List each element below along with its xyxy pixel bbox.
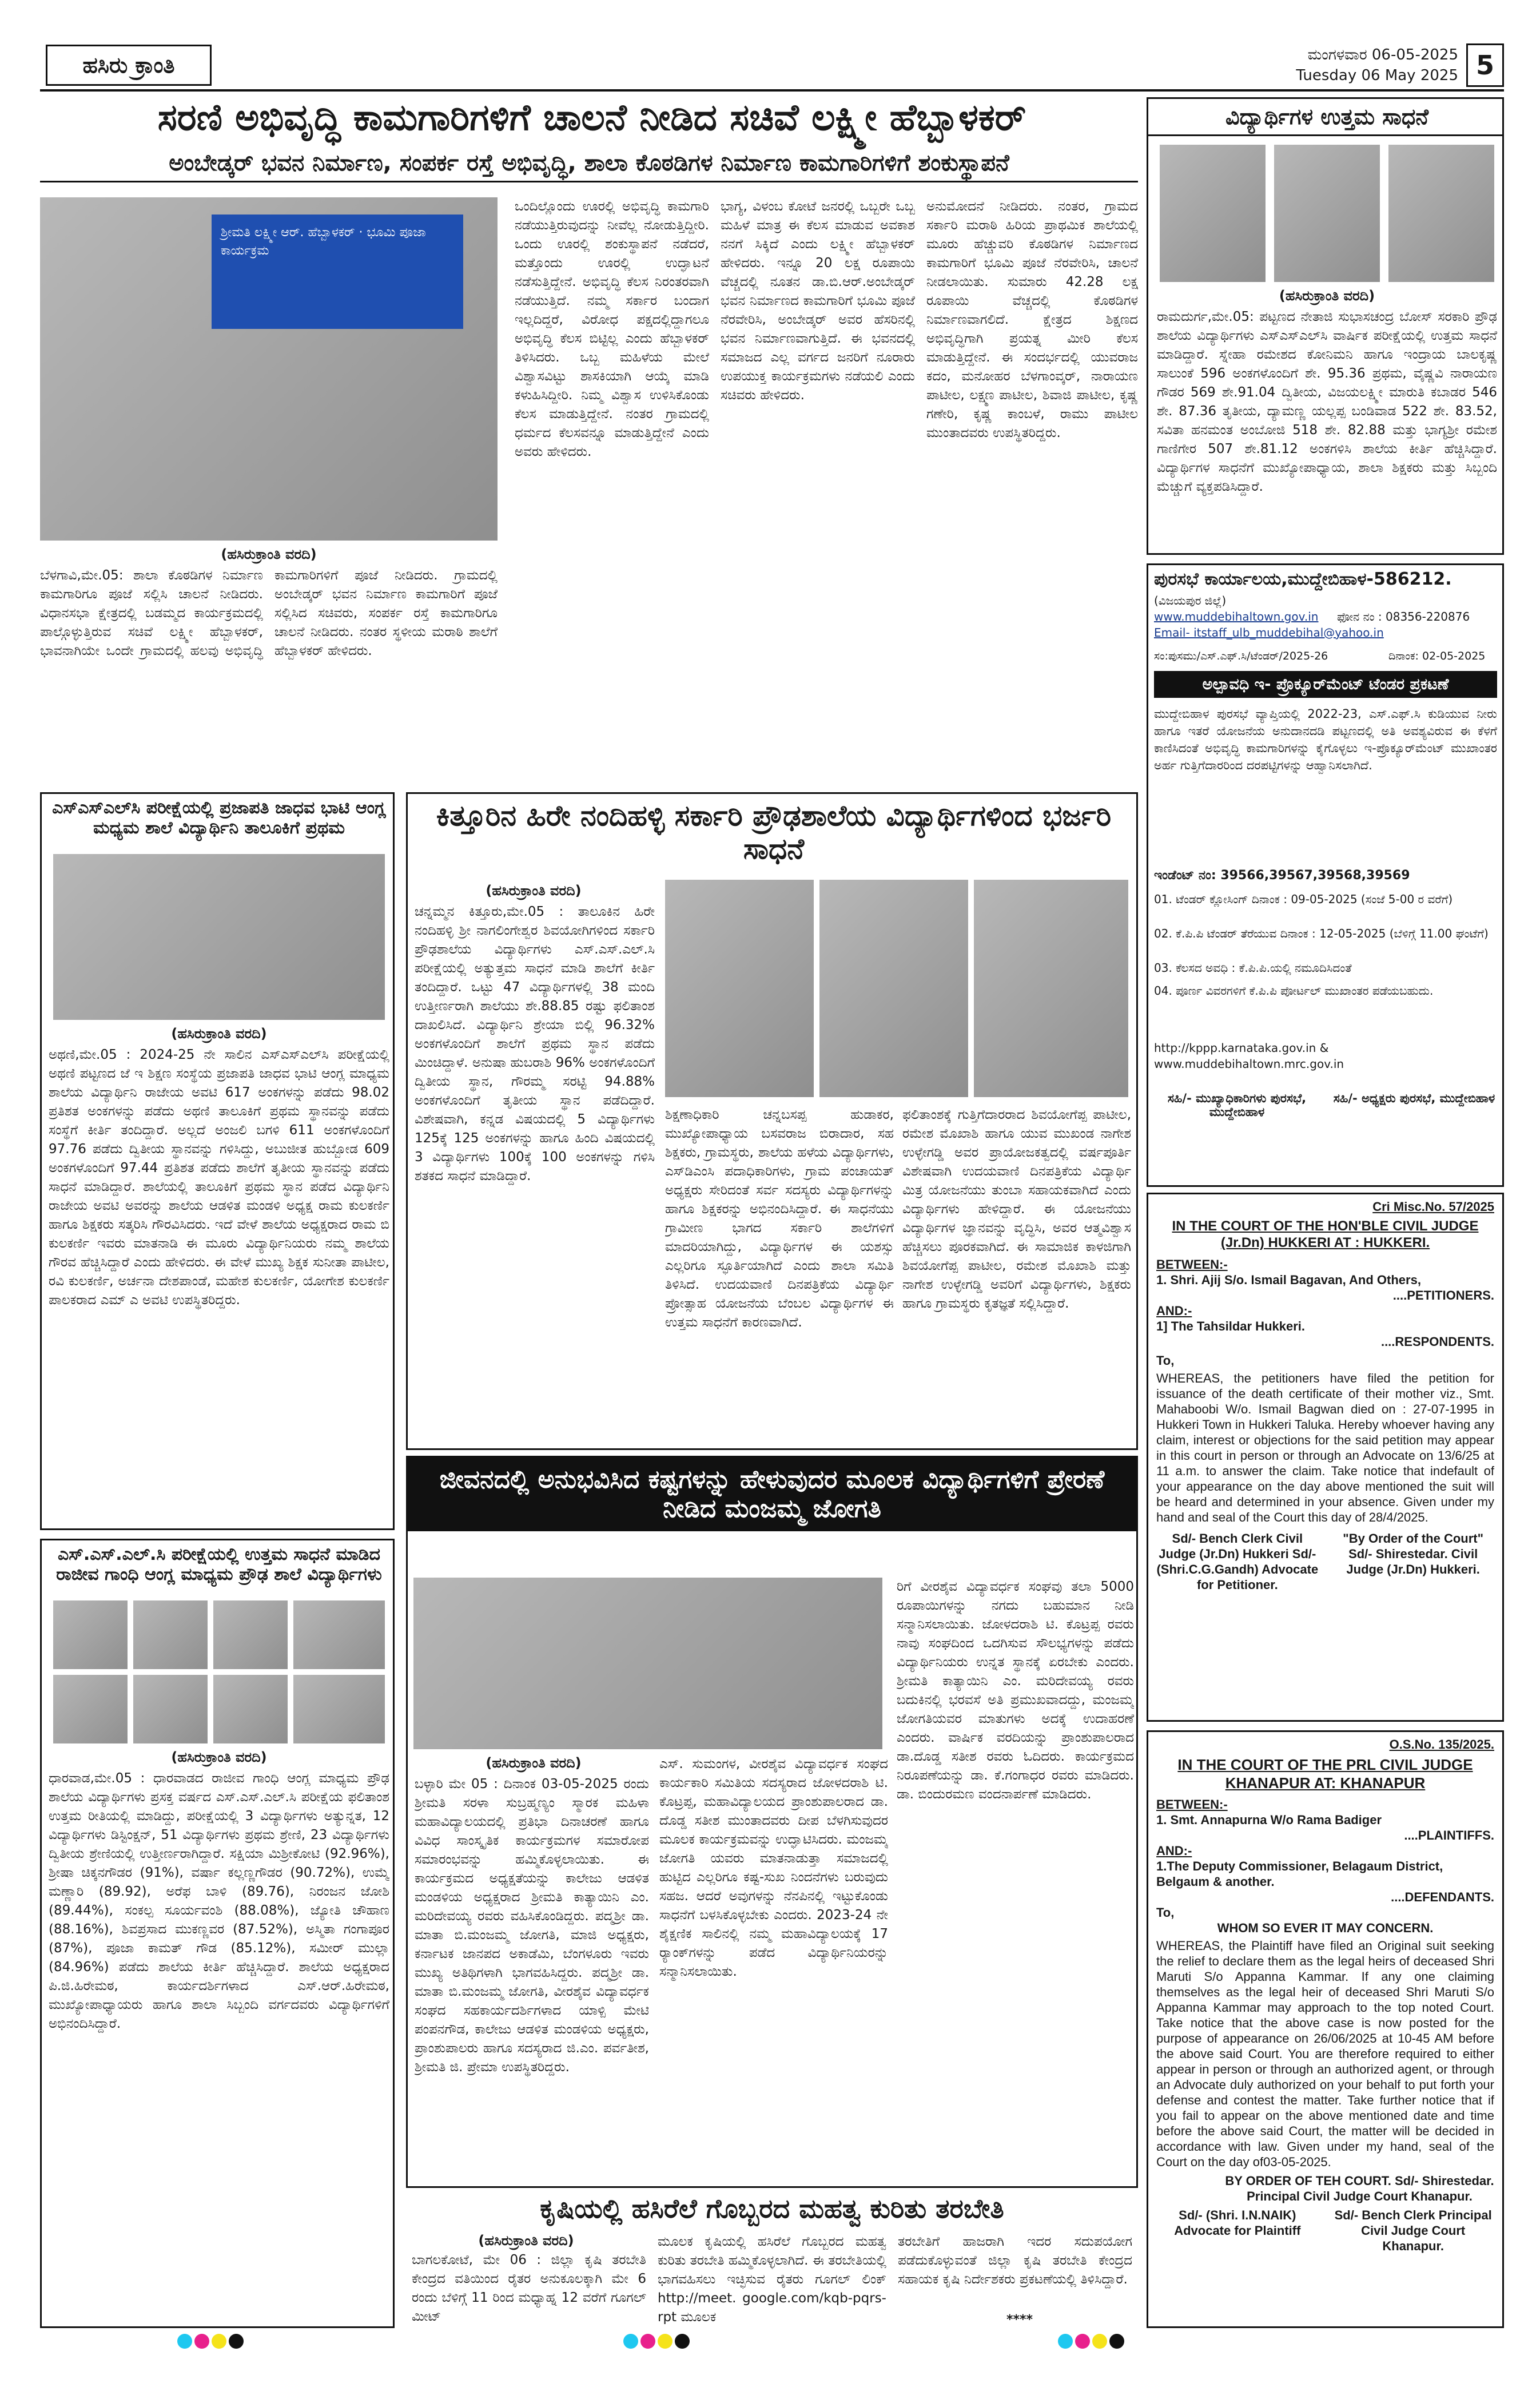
hukkeri-court: IN THE COURT OF THE HON'BLE CIVIL JUDGE (Jr.Dn) HUKKERI AT : HUKKERI. — [1172, 1218, 1479, 1250]
lead-col-4: ಅನುಮೋದನೆ ನೀಡಿದರು. ನಂತರ, ಗ್ರಾಮದ ಸರ್ಕಾರಿ ಮರಾಠಿ ಹಿರಿಯ ಪ್ರಾಥಮಿಕ ಶಾಲೆಯಲ್ಲಿ ಮೂರು ಹೆಚ್ಚುವರಿ ಕೊಠಡಿಗಳ ನಿರ್ಮಾಣದ ಕಾಮಗಾರಿಗೆ ಭೂಮಿ ಪೂಜೆ ನೆರವೇರಿಸಿ, ಚಾಲನೆ ನೀಡಲಾಯಿತು. ಸುಮಾರು 42.28 ಲಕ್ಷ ರೂಪಾಯಿ ವೆಚ್ಚದಲ್ಲಿ ಕೊಠಡಿಗಳ ನಿರ್ಮಾಣವಾಗಲಿದೆ. ಕ್ಷೇತ್ರದ ಶಿಕ್ಷಣದ ಅಭಿವೃದ್ಧಿಗಾಗಿ ಪ್ರಯತ್ನ ಮೀರಿ ಕೆಲಸ ಮಾಡುತ್ತಿದ್ದೇನೆ. ಈ ಸಂದರ್ಭದಲ್ಲಿ ಯುವರಾಜ ಕದಂ, ಮನೋಹರ ಬೆಳಗಾಂವ್ಕರ್, ನಾರಾಯಣ ಪಾಟೀಲ, ಲಕ್ಷ್ಮಣ ಪಾಟೀಲ, ಶಿವಾಜಿ ಪಾಟೀಲ, ಕೃಷ್ಣ ಗಣೇರಿ, ಕೃಷ್ಣ ಕಾಂಬಳೆ, ರಾಮು ಪಾಟೀಲ ಮುಂತಾದವರು ಉಪಸ್ಥಿತರಿದ್ದರು. — [926, 199, 1138, 440]
tender-notice — [1147, 563, 1504, 1187]
student-photo-1 — [1160, 145, 1266, 282]
kittur-col-1: ಚನ್ನಮ್ಮನ ಕಿತ್ತೂರು,ಮೇ.05 : ತಾಲೂಕಿನ ಹಿರೇ ನಂದಿಹಳ್ಳಿ ಶ್ರೀ ನಾಗಲಿಂಗೇಶ್ವರ ಶಿವಯೋಗಿಗಳಿಂದ ಸರ್ಕಾರಿ ಪ್ರೌಢಶಾಲೆಯ ವಿದ್ಯಾರ್ಥಿಗಳು ಎಸ್.ಎಸ್.ಎಲ್.ಸಿ ಪರೀಕ್ಷೆಯಲ್ಲಿ ಅತ್ಯುತ್ತಮ ಸಾಧನೆ ಮಾಡಿ ಶಾಲೆಗೆ ಕೀರ್ತಿ ತಂದಿದ್ದಾರೆ. ಒಟ್ಟು 47 ವಿದ್ಯಾರ್ಥಿಗಳಲ್ಲಿ 38 ಮಂದಿ ಉತ್ತೀರ್ಣರಾಗಿ ಶಾಲೆಯು ಶೇ.88.85 ರಷ್ಟು ಫಲಿತಾಂಶ ದಾಖಲಿಸಿದೆ. ವಿದ್ಯಾರ್ಥಿನಿ ಶ್ರೇಯಾ ಬಿಲ್ಲಿ 96.32% ಅಂಕಗಳೊಂದಿಗೆ ಶಾಲೆಗೆ ಪ್ರಥಮ ಸ್ಥಾನ ಪಡೆದು ಮಿಂಚಿದ್ದಾಳೆ. ಅನುಷಾ ಹುಬರಾಶಿ 96% ಅಂಕಗಳೊಂದಿಗೆ ದ್ವಿತೀಯ ಸ್ಥಾನ, ಗೌರಮ್ಮ ಸರಟ್ಟಿ 94.88% ಅಂಕಗಳೊಂದಿಗೆ ತೃತೀಯ ಸ್ಥಾನ ಪಡೆದಿದ್ದಾರೆ. ವಿಶೇಷವಾಗಿ, ಕನ್ನಡ ವಿಷಯದಲ್ಲಿ 5 ವಿದ್ಯಾರ್ಥಿಗಳು 125ಕ್ಕೆ 125 ಅಂಕಗಳನ್ನು ಹಾಗೂ ಹಿಂದಿ ವಿಷಯದಲ್ಲಿ 3 ವಿದ್ಯಾರ್ಥಿಗಳು 100ಕ್ಕೆ 100 ಅಂಕಗಳನ್ನು ಗಳಿಸಿ ಶತಕದ ಸಾಧನೆ ಮಾಡಿದ್ದಾರೆ. — [415, 904, 655, 1183]
jadhav-photo — [53, 854, 385, 1020]
reg-mark-yellow-2 — [658, 2334, 672, 2349]
khanapur-sig-left: Sd/- (Shri. I.N.NAIK) Advocate for Plaintiff — [1174, 2208, 1301, 2238]
masthead — [40, 40, 1504, 92]
tender-item-3: 03. ಕೆಲಸದ ಅವಧಿ : ಕೆ.ಪಿ.ಪಿ.ಯಲ್ಲಿ ನಮೂದಿಸಿದಂತೆ — [1154, 961, 1352, 975]
rajiv-photo-5 — [53, 1675, 128, 1743]
jadhav-body: ಅಥಣಿ,ಮೇ.05 : 2024-25 ನೇ ಸಾಲಿನ ಎಸ್‌ಎಸ್‌ಎಲ್‌ಸಿ ಪರೀಕ್ಷೆಯಲ್ಲಿ ಅಥಣಿ ಪಟ್ಟಣದ ಜೆ ಇ ಶಿಕ್ಷಣ ಸಂಸ್ಥೆಯ ಪ್ರಜಾಪತಿ ಜಾಧವ ಭಾಟಿ ಆಂಗ್ಲ ಮಾಧ್ಯಮ ಶಾಲೆಯ ವಿದ್ಯಾರ್ಥಿನಿ ರಾಜೇಯ ಅವಟಿ 617 ಅಂಕಗಳನ್ನು ಪಡೆದು 98.02 ಪ್ರತಿಶತ ಅಂಕಗಳನ್ನು ಪಡೆದು ಅಥಣಿ ತಾಲೂಕಿಗೆ ಪ್ರಥಮ ಸ್ಥಾನವನ್ನು ಪಡೆದು ಸಂಸ್ಥೆಗೆ ಕೀರ್ತಿ ತಂದಿದ್ದಾರೆ. ಅಲ್ಲದೆ ಅಂಜಲಿ ಬಗಳಿ 611 ಅಂಕಗಳೊಂದಿಗೆ 97.76 ಪಡೆದು ದ್ವಿತೀಯ ಸ್ಥಾನವನ್ನು ಗಳಿಸಿದ್ದು, ಅಬುಜೀತ ಹುಬ್ಬೋಡ 609 ಅಂಕಗಳೊಂದಿಗೆ 97.44 ಪ್ರತಿಶತ ಪಡೆದು ಶಾಲೆಗೆ ತೃತೀಯ ಸ್ಥಾನವನ್ನು ಪಡೆದು ಸಾಧನೆ ಮಾಡಿದ್ದಾರೆ. ಶಾಲೆಯಲ್ಲಿ ತಾಲೂಕಿಗೆ ಪ್ರಥಮ ಸ್ಥಾನ ಪಡೆದ ವಿದ್ಯಾರ್ಥಿನಿ ರಾಜೇಯ ಅವಟಿ ಅವರನ್ನು ಶಾಲೆಯ ಆಡಳಿತ ಮಂಡಳಿ ಅಧ್ಯಕ್ಷ ರಾಮ ಕುಲಕರ್ಣಿ ಹಾಗೂ ಶಿಕ್ಷಕರು ಸತ್ಕರಿಸಿ ಗೌರವಿಸಿದರು. ಇದೆ ವೇಳೆ ಶಾಲೆಯ ಅಧ್ಯಕ್ಷರಾದ ರಾಮ ಬಿ ಕುಲಕರ್ಣಿ ಇವರು ಮಾತನಾಡಿ ಈ ಮೂರು ವಿದ್ಯಾರ್ಥಿನಿಯರು ನಮ್ಮ ಶಾಲೆಯ ಗೌರವ ಹೆಚ್ಚಿಸಿದ್ದಾರೆ ಎಂದು ಹೇಳಿದರು. ಈ ವೇಳೆ ಮುಖ್ಯ ಶಿಕ್ಷಕ ಸುನೀತಾ ಪಾಟೀಲ, ರವಿ ಕುಲಕರ್ಣಿ, ಅರ್ಚನಾ ದೇಶಪಾಂಡೆ, ಮಹೇಶ ಕುಲಕರ್ಣಿ, ಯೋಗೇಶ ಕುಲಕರ್ಣಿ ಪಾಲಕರಾದ ಎಮ್ ಎ ಅವಟಿ ಉಪಸ್ಥಿತರಿದ್ದರು. — [49, 1047, 389, 1308]
tender-office: ಪುರಸಭೆ ಕಾರ್ಯಾಲಯ,ಮುದ್ದೇಬಿಹಾಳ-586212. — [1154, 569, 1452, 589]
reg-mark-black-3 — [1109, 2334, 1124, 2349]
hukkeri-resp-tag: ....RESPONDENTS. — [1380, 1335, 1494, 1349]
krishi-story — [406, 2194, 1138, 2328]
manjamma-photo — [413, 1578, 882, 1749]
tender-indent: ಇಂಡೆಂಟ್ ನಂ: 39566,39567,39568,39569 — [1154, 868, 1410, 883]
rajiv-photo-2 — [133, 1600, 208, 1669]
hukkeri-and: AND:- — [1156, 1304, 1192, 1318]
rajiv-photo-1 — [53, 1600, 128, 1669]
kittur-byline: (ಹಸಿರುಕ್ರಾಂತಿ ವರದಿ) — [486, 883, 582, 899]
kittur-photo-1 — [665, 880, 814, 1097]
rajiv-headline: ಎಸ್.ಎಸ್.ಎಲ್.ಸಿ ಪರೀಕ್ಷೆಯಲ್ಲಿ ಉತ್ತಮ ಸಾಧನೆ ಮಾಡಿದ ರಾಜೀವ ಗಾಂಧಿ ಆಂಗ್ಲ ಮಾಧ್ಯಮ ಪ್ರೌಢ ಶಾಲೆ ವಿದ್ಯಾರ್ಥಿಗಳು — [56, 1544, 382, 1584]
jadhav-headline: ಎಸ್‌ಎಸ್‌ಎಲ್‌ಸಿ ಪರೀಕ್ಷೆಯಲ್ಲಿ ಪ್ರಜಾಪತಿ ಜಾಧವ ಭಾಟಿ ಆಂಗ್ಲ ಮಧ್ಯಮ ಶಾಲೆ ವಿದ್ಯಾರ್ಥಿನಿ ತಾಲೂಕಿಗೆ ಪ್ರಥಮ — [52, 798, 386, 838]
hukkeri-body: WHEREAS, the petitioners have filed the petition for issuance of the death certificate of their mother viz., Smt. Mahaboobi W/o. Ismail Bagwan died on : 27-07-1995 in Hukkeri Town in Hukkeri Taluka. Hereby whoever having any claim, interest or objections for the said petition may appear in this court in person or through an Advocate on 13/6/25 at 11 a.m. to answer the claim. Take notice that indefault of your appearance on the day above mentioned the suit will be heard and determined in your absence. Given under my hand and seal of the Court this day of 28/4/2025. — [1156, 1371, 1494, 1524]
rajiv-photo-6 — [133, 1675, 208, 1743]
reg-mark-cyan — [177, 2334, 192, 2349]
khanapur-whom: WHOM SO EVER IT MAY CONCERN. — [1217, 1921, 1434, 1935]
hukkeri-sig-left: Sd/- Bench Clerk Civil Judge (Jr.Dn) Hukkeri Sd/- (Shri.C.G.Gandh) Advocate for Petitioner. — [1156, 1531, 1319, 1592]
tender-sig-right: ಸಹಿ/- ಅಧ್ಯಕ್ಷರು ಪುರಸಭೆ, ಮುದ್ದೇಬಿಹಾಳ — [1333, 1091, 1495, 1105]
hukkeri-between: BETWEEN:- — [1156, 1257, 1228, 1272]
student-photo-3 — [1388, 145, 1494, 282]
hukkeri-sig-right: "By Order of the Court" Sd/- Shirestedar. Civil Judge (Jr.Dn) Hukkeri. — [1343, 1531, 1484, 1576]
krishi-headline: ಕೃಷಿಯಲ್ಲಿ ಹಸಿರೆಲೆ ಗೊಬ್ಬರದ ಮಹತ್ವ ಕುರಿತು ತರಬೇತಿ — [540, 2194, 1004, 2224]
tender-district: (ವಿಜಯಪುರ ಜಿಲ್ಲೆ) — [1154, 594, 1227, 607]
khanapur-order: BY ORDER OF TEH COURT. Sd/- Shirestedar. Principal Civil Judge Court Khanapur. — [1225, 2174, 1494, 2203]
tender-sig-left: ಸಹಿ/- ಮುಖ್ಯಾಧಿಕಾರಿಗಳು ಪುರಸಭೆ, ಮುದ್ದೇಬಿಹಾಳ — [1167, 1091, 1307, 1119]
lead-headline: ಸರಣಿ ಅಭಿವೃದ್ಧಿ ಕಾಮಗಾರಿಗಳಿಗೆ ಚಾಲನೆ ನೀಡಿದ ಸಚಿವೆ ಲಕ್ಷ್ಮೀ ಹೆಬ್ಬಾಳಕರ್ — [157, 97, 1026, 139]
krishi-end-mark: **** — [1006, 2313, 1033, 2327]
hukkeri-to: To, — [1156, 1353, 1175, 1368]
students-byline: (ಹಸಿರುಕ್ರಾಂತಿ ವರದಿ) — [1279, 288, 1375, 304]
krishi-col-1: ಬಾಗಲಕೋಟೆ, ಮೇ 06 : ಜಿಲ್ಲಾ ಕೃಷಿ ತರಬೇತಿ ಕೇಂದ್ರದ ವತಿಯಿಂದ ರೈತರ ಅನುಕೂಲಕ್ಕಾಗಿ ಮೇ 6 ರಂದು ಬೆಳಿಗ್ಗೆ 11 ರಿಂದ ಮಧ್ಯಾಹ್ನ 12 ವರೆಗೆ ಗೂಗಲ್ ಮೀಟ್ — [412, 2253, 646, 2324]
lead-subhead: ಅಂಬೇಡ್ಕರ್ ಭವನ ನಿರ್ಮಾಣ, ಸಂಪರ್ಕ ರಸ್ತೆ ಅಭಿವೃದ್ಧಿ, ಶಾಲಾ ಕೊಠಡಿಗಳ ನಿರ್ಮಾಣ ಕಾಮಗಾರಿಗಳಿಗೆ ಶಂಕುಸ್ಥಾಪನೆ — [40, 150, 1138, 182]
lead-story — [40, 97, 1138, 784]
reg-mark-cyan-3 — [1058, 2334, 1073, 2349]
rajiv-byline: (ಹಸಿರುಕ್ರಾಂತಿ ವರದಿ) — [171, 1749, 267, 1765]
khanapur-to: To, — [1156, 1905, 1175, 1920]
newspaper-page — [40, 40, 1504, 2345]
lead-banner: ಶ್ರೀಮತಿ ಲಕ್ಷ್ಮೀ ಆರ್. ಹೆಬ್ಬಾಳಕರ್ · ಭೂಮಿ ಪೂಜಾ ಕಾರ್ಯಕ್ರಮ — [212, 215, 463, 329]
tender-item-2: 02. ಕೆ.ಪಿ.ಪಿ ಟೆಂಡರ್ ತೆರೆಯುವ ದಿನಾಂಕ : 12-05-2025 (ಬೆಳಿಗ್ಗೆ 11.00 ಘಂಟೆಗೆ) — [1154, 927, 1489, 940]
reg-mark-magenta-3 — [1075, 2334, 1090, 2349]
date-kannada: ಮಂಗಳವಾರ 06-05-2025 — [1307, 46, 1458, 63]
rajiv-photo-3 — [213, 1600, 288, 1669]
rajiv-photo-7 — [213, 1675, 288, 1743]
kittur-col-3: ಫಲಿತಾಂಶಕ್ಕೆ ಗುತ್ತಿಗೆದಾರರಾದ ಶಿವಯೋಗೆಪ್ಪ ಪಾಟೀಲ, ರಮೇಶ ಮೊಖಾಶಿ ಹಾಗೂ ಯುವ ಮುಖಂಡ ನಾಗೇಶ ಉಳ್ಳೇಗಡ್ಡಿ ಅವರ ಪ್ರಾಯೋಜಕತ್ವದಲ್ಲಿ ವರ್ಷಪೂರ್ತಿ ವಿಶೇಷವಾಗಿ ಉದಯವಾಣಿ ದಿನಪತ್ರಿಕೆಯ ವಿದ್ಯಾರ್ಥಿ ಮಿತ್ರ ಯೋಜನೆಯು ತುಂಬಾ ಸಹಾಯಕವಾಗಿದೆ ಎಂದು ವಿದ್ಯಾರ್ಥಿಗಳು ಹೇಳಿದ್ದಾರೆ. ಈ ಯೋಜನೆಯು ವಿದ್ಯಾರ್ಥಿಗಳ ಜ್ಞಾನವನ್ನು ವೃದ್ಧಿಸಿ, ಅವರ ಆತ್ಮವಿಶ್ವಾಸ ಹೆಚ್ಚಿಸಲು ಪೂರಕವಾಗಿದೆ. ಈ ಸಾಮಾಜಿಕ ಕಾಳಜಿಗಾಗಿ ಶಿವಯೋಗೆಪ್ಪ ಪಾಟೀಲ, ರಮೇಶ ಮೊಖಾಶಿ ಮತ್ತು ನಾಗೇಶ ಉಳ್ಳೇಗಡ್ಡಿ ಅವರಿಗೆ ವಿದ್ಯಾರ್ಥಿಗಳು, ಶಿಕ್ಷಕರು ಹಾಗೂ ಗ್ರಾಮಸ್ಥರು ಕೃತಜ್ಞತೆ ಸಲ್ಲಿಸಿದ್ದಾರೆ. — [902, 1107, 1131, 1311]
khanapur-misc: O.S.No. 135/2025. — [1389, 1737, 1494, 1751]
students-title: ವಿದ್ಯಾರ್ಥಿಗಳ ಉತ್ತಮ ಸಾಧನೆ — [1148, 105, 1504, 136]
tender-title: ಅಲ್ಪಾವಧಿ ಇ- ಪ್ರೊಕ್ಯೂರ್‌ಮೆಂಟ್ ಟೆಂಡರ ಪ್ರಕಟಣೆ — [1154, 671, 1497, 698]
manjamma-col-2: ಎಸ್. ಸುಮಂಗಳ, ವೀರಶೈವ ವಿದ್ಯಾವರ್ಧಕ ಸಂಘದ ಕಾರ್ಯಕಾರಿ ಸಮಿತಿಯ ಸದಸ್ಯರಾದ ಜೋಳದರಾಶಿ ಟಿ. ಕೊಟ್ರಪ್ಪ, ಮಹಾವಿದ್ಯಾಲಯದ ಪ್ರಾಂಶುಪಾಲರಾದ ಡಾ. ದೊಡ್ಡ ಸತೀಶ ಮುಂತಾದವರು ದೀಪ ಬೆಳಗಿಸುವುದರ ಮೂಲಕ ಕಾರ್ಯಕ್ರಮವನ್ನು ಉದ್ಘಾಟಿಸಿದರು. ಮಂಜಮ್ಮ ಜೋಗತಿ ಯವರು ಮಾತನಾಡುತ್ತಾ ಸಮಾಜದಲ್ಲಿ ಹುಟ್ಟಿದ ಎಲ್ಲರಿಗೂ ಕಷ್ಟ-ಸುಖ ನಿಂದನೆಗಳು ಬರುವುದು ಸಹಜ. ಆದರೆ ಅವುಗಳನ್ನು ನೆನಪಿನಲ್ಲಿ ಇಟ್ಟುಕೊಂಡು ಸಾಧನೆಗೆ ಬಳಸಿಕೊಳ್ಳಬೇಕು ಎಂದರು. 2023-24 ನೇ ಶೈಕ್ಷಣಿಕ ಸಾಲಿನಲ್ಲಿ ನಮ್ಮ ಮಹಾವಿದ್ಯಾಲಯಕ್ಕೆ 17 ರ್‍ಯಾಂಕ್‌ಗಳನ್ನು ಪಡೆದ ವಿದ್ಯಾರ್ಥಿನಿಯರನ್ನು ಸನ್ಮಾನಿಸಲಾಯಿತು. — [659, 1757, 888, 1979]
court-notice-khanapur — [1147, 1730, 1504, 2328]
rajiv-body: ಧಾರವಾಡ,ಮೇ.05 : ಧಾರವಾಡದ ರಾಜೀವ ಗಾಂಧಿ ಆಂಗ್ಲ ಮಾಧ್ಯಮ ಪ್ರೌಢ ಶಾಲೆಯ ವಿದ್ಯಾರ್ಥಿಗಳು ಪ್ರಸಕ್ತ ವರ್ಷದ ಎಸ್.ಎಸ್.ಎಲ್.ಸಿ ಪರೀಕ್ಷೆಯ ಫಲಿತಾಂಶ ಉತ್ತಮ ರೀತಿಯಲ್ಲಿ ಮಾಡಿದ್ದು, ಪರೀಕ್ಷೆಯಲ್ಲಿ 3 ವಿದ್ಯಾರ್ಥಿಗಳು ಅತ್ಯುನ್ನತ, 12 ವಿದ್ಯಾರ್ಥಿಗಳು ಡಿಸ್ಟಿಂಕ್ಷನ್, 51 ವಿದ್ಯಾರ್ಥಿಗಳು ಪ್ರಥಮ ಶ್ರೇಣಿ, 23 ವಿದ್ಯಾರ್ಥಿಗಳು ದ್ವಿತೀಯ ಶ್ರೇಣಿಯಲ್ಲಿ ಉತ್ತೀರ್ಣರಾಗಿದ್ದಾರೆ. ಸಕ್ಷಿಯಾ ಮಿಶ್ರೀಕೋಟಿ (92.96%), ಶ್ರೀಷಾ ಚಿಕ್ಕನಗೌಡರ (91%), ವರ್ಷಾ ಕಲ್ಲಣ್ಣಗೌಡರ (90.72%), ಉಮ್ಮೆ ಮಣ್ಣಾರಿ (89.92), ಅರೆಫ ಬಾಳಿ (89.76), ನಿರಂಜನ ಜೋಶಿ (89.44%), ಸಂಕಲ್ಪ ಸೂರ್ಯವಂಶಿ (88.08%), ಜ್ಯೋತಿ ಚೌಹಾಣ (88.16%), ಶಿವಪ್ರಸಾದ ಮುಕಣ್ಣವರ (87.52%), ಅಸ್ಮಿತಾ ಗಂಗಾಪೂರ (87%), ಪೂಜಾ ಕಾಮತ್ ಗೌಡ (85.12%), ಸಮೀರ್ ಮುಲ್ಲಾ (84.96%) ಪಡೆದು ಶಾಲೆಯ ಕೀರ್ತಿ ಹೆಚ್ಚಿಸಿದ್ದಾರೆ. ಶಾಲೆಯ ಅಧ್ಯಕ್ಷರಾದ ಪಿ.ಜಿ.ಹಿರೇಮಠ, ಕಾರ್ಯದರ್ಶಿಗಳಾದ ಎಸ್.ಆರ್.ಹಿರೇಮಠ, ಮುಖ್ಯೋಪಾಧ್ಯಾಯರು ಹಾಗೂ ಶಾಲಾ ಸಿಬ್ಬಂದಿ ವರ್ಗದವರು ವಿದ್ಯಾರ್ಥಿಗಳಿಗೆ ಅಭಿನಂದಿಸಿದ್ದಾರೆ. — [49, 1771, 389, 2031]
tender-email: Email- itstaff_ulb_muddebihal@yahoo.in — [1154, 626, 1384, 640]
khanapur-and: AND:- — [1156, 1844, 1192, 1858]
tender-ref: ಸಂ:ಪುಸಮು/ಎಸ್.ಎಫ್.ಸಿ/ಟೆಂಡರ್/2025-26 — [1154, 650, 1328, 662]
tender-phone: ಫೋನ ನಂ : 08356-220876 — [1337, 610, 1470, 623]
reg-mark-yellow — [212, 2334, 226, 2349]
khanapur-def-tag: ....DEFENDANTS. — [1391, 1890, 1494, 1904]
page-number: 5 — [1466, 43, 1504, 87]
hukkeri-misc: Cri Misc.No. 57/2025 — [1372, 1200, 1494, 1214]
kittur-headline: ಕಿತ್ತೂರಿನ ಹಿರೇ ನಂದಿಹಳ್ಳಿ ಸರ್ಕಾರಿ ಪ್ರೌಢಶಾಲೆಯ ವಿದ್ಯಾರ್ಥಿಗಳಿಂದ ಭರ್ಜರಿ ಸಾಧನೆ — [436, 799, 1112, 865]
manjamma-col-1: ಬಳ್ಳಾರಿ ಮೇ 05 : ದಿನಾಂಕ 03-05-2025 ರಂದು ಶ್ರೀಮತಿ ಸರಳಾ ಸುಬ್ರಹ್ಮಣ್ಯಂ ಸ್ಮಾರಕ ಮಹಿಳಾ ಮಹಾವಿದ್ಯಾಲಯದಲ್ಲಿ ಪ್ರತಿಭಾ ದಿನಾಚರಣೆ ಹಾಗೂ ವಿವಿಧ ಸಾಂಸ್ಕೃತಿಕ ಕಾರ್ಯಕ್ರಮಗಳ ಸಮಾರೋಪ ಸಮಾರಂಭವನ್ನು ಹಮ್ಮಿಕೊಳ್ಳಲಾಯಿತು. ಈ ಕಾರ್ಯಕ್ರಮದ ಅಧ್ಯಕ್ಷತೆಯನ್ನು ಕಾಲೇಜು ಆಡಳಿತ ಮಂಡಳಿಯ ಅಧ್ಯಕ್ಷರಾದ ಶ್ರೀಮತಿ ಕಾತ್ಯಾಯಿನಿ ಎಂ. ಮರಿದೇವಯ್ಯ ರವರು ವಹಿಸಿಕೊಂಡಿದ್ದರು. ಪದ್ಮಶ್ರೀ ಡಾ. ಮಾತಾ ಬಿ.ಮಂಜಮ್ಮ ಜೋಗತಿ, ಮಾಜಿ ಅಧ್ಯಕ್ಷರು, ಕರ್ನಾಟಕ ಜಾನಪದ ಅಕಾಡೆಮಿ, ಬೆಂಗಳೂರು ಇವರು ಮುಖ್ಯ ಅತಿಥಿಗಳಾಗಿ ಭಾಗವಹಿಸಿದ್ದರು. ಪದ್ಮಶ್ರೀ ಡಾ. ಮಾತಾ ಬಿ.ಮಂಜಮ್ಮ ಜೋಗತಿ, ವೀರಶೈವ ವಿದ್ಯಾವರ್ಧಕ ಸಂಘದ ಸಹಕಾರ್ಯದರ್ಶಿಗಳಾದ ಯಾಳ್ಪಿ ಮೇಟಿ ಪಂಪನಗೌಡ, ಕಾಲೇಜು ಆಡಳಿತ ಮಂಡಳಿಯ ಅಧ್ಯಕ್ಷರು, ಪ್ರಾಂಶುಪಾಲರು ಹಾಗೂ ಸದಸ್ಯರಾದ ಜಿ.ಎಂ. ಪರ್ವತೀಶ, ಶ್ರೀಮತಿ ಜಿ. ಪ್ರೇಮಾ ಉಪಸ್ಥಿತರಿದ್ದರು. — [415, 1777, 649, 2075]
khanapur-between: BETWEEN:- — [1156, 1797, 1228, 1812]
lead-col-2: ಒಂದಿಲ್ಲೊಂದು ಊರಲ್ಲಿ ಅಭಿವೃದ್ಧಿ ಕಾಮಗಾರಿ ನಡೆಯುತ್ತಿರುವುದನ್ನು ನೀವೆಲ್ಲ ನೋಡುತ್ತಿದ್ದೀರಿ. ಒಂದು ಊರಲ್ಲಿ ಶಂಕುಸ್ಥಾಪನೆ ನಡೆದರೆ, ಮತ್ತೊಂದು ಊರಲ್ಲಿ ಉದ್ಘಾಟನೆ ನಡೆಸುತ್ತಿದ್ದೇನೆ. ಅಭಿವೃದ್ಧಿ ಕೆಲಸ ನಿರಂತರವಾಗಿ ನಡೆಯುತ್ತಿದೆ. ನಮ್ಮ ಸರ್ಕಾರ ಬಂದಾಗ ಇಲ್ಲದಿದ್ದರೆ, ವಿರೋಧ ಪಕ್ಷದಲ್ಲಿದ್ದಾಗಲೂ ಅಭಿವೃದ್ಧಿ ಕೆಲಸ ಬಿಟ್ಟಿಲ್ಲ ಎಂದು ಹೆಬ್ಬಾಳಕರ್ ತಿಳಿಸಿದರು. ಒಬ್ಬ ಮಹಿಳೆಯ ಮೇಲೆ ವಿಶ್ವಾಸವಿಟ್ಟು ಶಾಸಕಿಯಾಗಿ ಆಯ್ಕೆ ಮಾಡಿ ಕಳುಹಿಸಿದ್ದೀರಿ. ನಿಮ್ಮ ವಿಶ್ವಾಸ ಉಳಿಸಿಕೊಂಡು ಕೆಲಸ ಮಾಡುತ್ತಿದ್ದೇನೆ. ನಂತರ ಗ್ರಾಮದಲ್ಲಿ ಧರ್ಮದ ಕೆಲಸವನ್ನೂ ಮಾಡುತ್ತಿದ್ದೇನೆ ಎಂದು ಅವರು ಹೇಳಿದರು. — [515, 199, 709, 459]
khanapur-body: WHEREAS, the Plaintiff have filed an Original suit seeking the relief to declare them as the legal heirs of deceased Shri Maruti S/o Appanna Kammar. If any one claiming themselves as the legal heir of deceased Shri Maruti S/o Appanna Kammar may approach to the top noted Court. Take notice that the above case is now posted for the purpose of appearance on 26/06/2025 at 10-45 AM before the above said Court. You are therefore required to either appear in person or through an authorized agent, or through an Advocate duly authorized on your behalf to put forth your defense and contest the matter. Take further notice that if you fail to appear on the above mentioned date and time before the above said Court, the matter will be decided in accordance with law. Given under my hand, seal of the Court on the day of03-05-2025. — [1156, 1939, 1494, 2169]
reg-mark-magenta-2 — [640, 2334, 655, 2349]
tender-ref-date: ದಿನಾಂಕ: 02-05-2025 — [1388, 650, 1486, 662]
manjamma-headline: ಜೀವನದಲ್ಲಿ ಅನುಭವಿಸಿದ ಕಷ್ಟಗಳನ್ನು ಹೇಳುವುದರ ಮೂಲಕ ವಿದ್ಯಾರ್ಥಿಗಳಿಗೆ ಪ್ರೇರಣೆ ನೀಡಿದ ಮಂಜಮ್ಮ ಜೋಗತಿ — [408, 1457, 1136, 1531]
hukkeri-respondent: 1] The Tahsildar Hukkeri. — [1156, 1319, 1306, 1333]
manjamma-byline: (ಹಸಿರುಕ್ರಾಂತಿ ವರದಿ) — [486, 1755, 582, 1771]
lead-photo — [40, 197, 498, 541]
reg-mark-black-2 — [675, 2334, 690, 2349]
khanapur-court: IN THE COURT OF THE PRL CIVIL JUDGE KHANAPUR AT: KHANAPUR — [1177, 1756, 1473, 1792]
students-body: ರಾಮದುರ್ಗ,ಮೇ.05: ಪಟ್ಟಣದ ನೇತಾಜಿ ಸುಭಾಸಚಂದ್ರ ಬೋಸ್ ಸರಕಾರಿ ಪ್ರೌಢ ಶಾಲೆಯ ವಿದ್ಯಾರ್ಥಿಗಳು ಎಸ್ಎಸ್ಎಲ್‌ಸಿ ವಾರ್ಷಿಕ ಪರೀಕ್ಷೆಯಲ್ಲಿ ಉತ್ತಮ ಸಾಧನೆ ಮಾಡಿದ್ದಾರೆ. ಸ್ನೇಹಾ ರಮೇಶದ ಕೋನಿಮನಿ ಹಾಗೂ ಇಂದ್ರಾಯ ಬಾಲಕೃಷ್ಣ ಸಾಲುಂಕೆ 596 ಅಂಕಗಳೊಂದಿಗೆ ಶೇ. 95.36 ಪ್ರಥಮ, ವೈಷ್ಣವಿ ನಾರಾಯಣ ಗೌಡರ 569 ಶೇ.91.04 ದ್ವಿತೀಯ, ವಿಜಯಲಕ್ಷ್ಮೀ ಮಾರುತಿ ಕಬಾಡರ 546 ಶೇ. 87.36 ತೃತೀಯ, ದ್ಯಾಮಣ್ಣ ಯಲ್ಲಪ್ಪ ಬಂಡಿವಾಡ 522 ಶೇ. 83.52, ಸವಿತಾ ಹನಮಂತ ಅಂಬೋಜಿ 518 ಶೇ. 82.88 ಮತ್ತು ಭಾಗ್ಯಶ್ರೀ ರಮೇಶ ಗಾಣಿಗೇರ 507 ಶೇ.81.12 ಅಂಕಗಳಿಸಿ ಶಾಲೆಯ ಕೀರ್ತಿ ಹೆಚ್ಚಿಸಿದ್ದಾರೆ. ವಿದ್ಯಾರ್ಥಿಗಳ ಸಾಧನೆಗೆ ಮುಖ್ಯೋಪಾಧ್ಯಾಯ, ಶಾಲಾ ಶಿಕ್ಷಕರು ಮತ್ತು ಸಿಬ್ಬಂದಿ ಮೆಚ್ಚುಗೆ ವ್ಯಕ್ತಪಡಿಸಿದ್ದಾರೆ. — [1157, 309, 1497, 494]
date-block — [1296, 45, 1458, 86]
manjamma-story — [406, 1456, 1138, 2188]
lead-byline: (ಹಸಿರುಕ್ರಾಂತಿ ವರದಿ) — [221, 546, 317, 562]
newspaper-name: ಹಸಿರು ಕ್ರಾಂತಿ — [46, 45, 212, 86]
khanapur-defendant: 1.The Deputy Commissioner, Belagaum District, Belgaum & another. — [1156, 1859, 1443, 1889]
tender-url: http://kppp.karnataka.gov.in & www.muddebihaltown.mrc.gov.in — [1154, 1041, 1344, 1071]
khanapur-plaintiff: 1. Smt. Annapurna W/o Rama Badiger — [1156, 1813, 1382, 1827]
hukkeri-signatures — [1156, 1531, 1494, 1592]
tender-item-1: 01. ಟೆಂಡರ್ ಕ್ಲೋಸಿಂಗ್ ದಿನಾಂಕ : 09-05-2025 (ಸಂಜೆ 5-00 ರ ವರೆಗೆ) — [1154, 892, 1453, 906]
tender-body: ಮುದ್ದೇಬಿಹಾಳ ಪುರಸಭೆ ವ್ಯಾಪ್ತಿಯಲ್ಲಿ 2022-23, ಎಸ್.ಎಫ್.ಸಿ ಕುಡಿಯುವ ನೀರು ಹಾಗೂ ಇತರೆ ಯೋಜನೆಯ ಅನುದಾನದಡಿ ಪಟ್ಟಣದಲ್ಲಿ ಅತಿ ಅವಶ್ಯವಿರುವ ಈ ಕೆಳಗೆ ಕಾಣಿಸಿದಂತೆ ಅಭಿವೃದ್ಧಿ ಕಾಮಗಾರಿಗಳನ್ನು ಕೈಗೊಳ್ಳಲು ಇ-ಪ್ರೊಕ್ಯೂರ್‌ಮೆಂಟ್ ಮುಖಾಂತರ ಅರ್ಹ ಗುತ್ತಿಗೆದಾರರಿಂದ ದರಪಟ್ಟಿಗಳನ್ನು ಆಹ್ವಾನಿಸಲಾಗಿದೆ. — [1154, 707, 1497, 772]
krishi-col-3: ತರಬೇತಿಗೆ ಹಾಜರಾಗಿ ಇದರ ಸದುಪಯೋಗ ಪಡೆದುಕೊಳ್ಳುವಂತೆ ಜಿಲ್ಲಾ ಕೃಷಿ ತರಬೇತಿ ಕೇಂದ್ರದ ಸಹಾಯಕ ಕೃಷಿ ನಿರ್ದೇಶಕರು ಪ್ರಕಟಣೆಯಲ್ಲಿ ತಿಳಿಸಿದ್ದಾರೆ. — [898, 2234, 1132, 2287]
lead-col-1: ಬೆಳಗಾವಿ,ಮೇ.05: ಶಾಲಾ ಕೊಠಡಿಗಳ ನಿರ್ಮಾಣ ಕಾಮಗಾರಿಗೂ ಪೂಜೆ ಸಲ್ಲಿಸಿ ಚಾಲನೆ ನೀಡಿದರು. ವಿಧಾನಸಭಾ ಕ್ಷೇತ್ರದಲ್ಲಿ ಬಡಮ್ಮದ ಕಾರ್ಯಕ್ರಮದಲ್ಲಿ ಪಾಲ್ಗೊಳ್ಳುತ್ತಿರುವ ಸಚಿವೆ ಲಕ್ಷ್ಮೀ ಹೆಬ್ಬಾಳಕರ್, ಭಾವನಾಗಿಯೇ ಒಂದೇ ಗ್ರಾಮದಲ್ಲಿ ಹಲವು ಅಭಿವೃದ್ಧಿ ಕಾಮಗಾರಿಗಳಿಗೆ ಪೂಜೆ ನೀಡಿದರು. ಗ್ರಾಮದಲ್ಲಿ ಅಂಬೇಡ್ಕರ್ ಭವನ ನಿರ್ಮಾಣ ಕಾಮಗಾರಿಗೆ ಪೂಜೆ ಸಲ್ಲಿಸಿದ ಸಚಿವರು, ಸಂಪರ್ಕ ರಸ್ತೆ ಕಾಮಗಾರಿಗೂ ಚಾಲನೆ ನೀಡಿದರು. ನಂತರ ಸ್ಥಳೀಯ ಮರಾಠಿ ಶಾಲೆಗೆ ಹೆಬ್ಬಾಳಕರ್ ಹೇಳಿದರು. — [40, 568, 498, 658]
khanapur-signatures — [1156, 2207, 1494, 2254]
rajiv-photo-8 — [293, 1675, 385, 1743]
kittur-col-2: ಶಿಕ್ಷಣಾಧಿಕಾರಿ ಚನ್ನಬಸಪ್ಪ ಹುಡಾಕರ, ಮುಖ್ಯೋಪಾಧ್ಯಾಯ ಬಸವರಾಜ ಬಿರಾದಾರ, ಸಹ ಶಿಕ್ಷಕರು, ಗ್ರಾಮಸ್ಥರು, ಶಾಲೆಯ ಹಳೆಯ ವಿದ್ಯಾರ್ಥಿಗಳು, ಎಸ್‌ಡಿಎಂಸಿ ಪದಾಧಿಕಾರಿಗಳು, ಗ್ರಾಮ ಪಂಚಾಯತ್ ಅಧ್ಯಕ್ಷರು ಸೇರಿದಂತೆ ಸರ್ವ ಸದಸ್ಯರು ವಿದ್ಯಾರ್ಥಿಗಳನ್ನು ಹಾಗೂ ಶಿಕ್ಷಕರನ್ನು ಅಭಿನಂದಿಸಿದ್ದಾರೆ. ಈ ಸಾಧನೆಯು ಗ್ರಾಮೀಣ ಭಾಗದ ಸರ್ಕಾರಿ ಶಾಲೆಗಳಿಗೆ ಮಾದರಿಯಾಗಿದ್ದು, ವಿದ್ಯಾರ್ಥಿಗಳ ಈ ಯಶಸ್ಸು ಎಲ್ಲರಿಗೂ ಸ್ಫೂರ್ತಿಯಾಗಿದೆ ಎಂದು ಶಾಲಾ ಸಮಿತಿ ತಿಳಿಸಿದೆ. ಉದಯವಾಣಿ ದಿನಪತ್ರಿಕೆಯ ವಿದ್ಯಾರ್ಥಿ ಪ್ರೋತ್ಸಾಹ ಯೋಜನೆಯ ಬೆಂಬಲ ವಿದ್ಯಾರ್ಥಿಗಳ ಈ ಉತ್ತಮ ಸಾಧನೆಗೆ ಕಾರಣವಾಗಿದೆ. — [665, 1107, 894, 1330]
manjamma-col-3: ರಿಗೆ ವೀರಶೈವ ವಿದ್ಯಾವರ್ಧಕ ಸಂಘವು ತಲಾ 5000 ರೂಪಾಯಿಗಳನ್ನು ನಗದು ಬಹುಮಾನ ನೀಡಿ ಸನ್ಮಾನಿಸಲಾಯಿತು. ಜೋಳದರಾಶಿ ಟಿ. ಕೊಟ್ರಪ್ಪ ರವರು ನಾವು ಸಂಘದಿಂದ ಒದಗಿಸುವ ಸೌಲಭ್ಯಗಳನ್ನು ಪಡೆದು ವಿದ್ಯಾರ್ಥಿನಿಯರು ಉನ್ನತ ಸ್ಥಾನಕ್ಕೆ ಏರಬೇಕು ಎಂದರು. ಶ್ರೀಮತಿ ಕಾತ್ಯಾಯಿನಿ ಎಂ. ಮರಿದೇವಯ್ಯ ರವರು ಬದುಕಿನಲ್ಲಿ ಭರವಸೆ ಅತಿ ಪ್ರಮುಖವಾದದ್ದು, ಮಂಜಮ್ಮ ಜೋಗತಿಯವರ ಮಾತುಗಳು ಅದಕ್ಕೆ ಉದಾಹರಣೆ ಎಂದರು. ವಾರ್ಷಿಕ ವರದಿಯನ್ನು ಪ್ರಾಂಶುಪಾಲರಾದ ಡಾ.ದೊಡ್ಡ ಸತೀಶ ರವರು ಓದಿದರು. ಕಾರ್ಯಕ್ರಮದ ನಿರೂಪಣೆಯನ್ನು ಡಾ. ಕೆ.ಗಂಗಾಧರ ರವರು ಮಾಡಿದರು. ಡಾ. ಬಿಂದುರಮಣ ವಂದನಾರ್ಪಣೆ ಮಾಡಿದರು. — [897, 1579, 1134, 1802]
hukkeri-pet-tag: ....PETITIONERS. — [1392, 1288, 1494, 1302]
tender-item-4: 04. ಪೂರ್ಣ ವಿವರಗಳಿಗೆ ಕೆ.ಪಿ.ಪಿ ಪೋರ್ಟಲ್ ಮುಖಾಂತರ ಪಡೆಯಬಹುದು. — [1154, 984, 1434, 998]
khanapur-sig-right: Sd/- Bench Clerk Principal Civil Judge Court Khanapur. — [1334, 2208, 1492, 2253]
lead-col-3: ಭಾಗ್ಯ, ವಿಳಂಬ ಕೋಟೆ ಜನರಲ್ಲಿ ಒಬ್ಬರೇ ಒಬ್ಬ ಮಹಿಳೆ ಮಾತ್ರ ಈ ಕೆಲಸ ಮಾಡುವ ಅವಕಾಶ ನನಗೆ ಸಿಕ್ಕಿದೆ ಎಂದು ಲಕ್ಷ್ಮೀ ಹೆಬ್ಬಾಳಕರ್ ಹೇಳಿದರು. ಇನ್ನೂ 20 ಲಕ್ಷ ರೂಪಾಯಿ ವೆಚ್ಚದಲ್ಲಿ ನೂತನ ಡಾ.ಬಿ.ಆರ್.ಅಂಬೇಡ್ಕರ್ ಭವನ ನಿರ್ಮಾಣದ ಕಾಮಗಾರಿಗೆ ಭೂಮಿ ಪೂಜೆ ನೆರವೇರಿಸಿ, ಅಂಬೇಡ್ಕರ್ ಅವರ ಹೆಸರಿನಲ್ಲಿ ಭವನ ನಿರ್ಮಾಣವಾಗುತ್ತಿದೆ. ಈ ಭವನದಲ್ಲಿ ಸಮಾಜದ ಎಲ್ಲ ವರ್ಗದ ಜನರಿಗೆ ನೂರಾರು ಉಪಯುಕ್ತ ಕಾರ್ಯಕ್ರಮಗಳು ನಡೆಯಲಿ ಎಂದು ಸಚಿವರು ಹೇಳಿದರು. — [721, 199, 915, 403]
tender-web: www.muddebihaltown.gov.in — [1154, 610, 1319, 623]
jadhav-byline: (ಹಸಿರುಕ್ರಾಂತಿ ವರದಿ) — [171, 1026, 267, 1042]
kittur-photo-2 — [819, 880, 968, 1097]
krishi-byline: (ಹಸಿರುಕ್ರಾಂತಿ ವರದಿ) — [478, 2233, 574, 2249]
reg-mark-cyan-2 — [623, 2334, 638, 2349]
krishi-col-2: ಮೂಲಕ ಕೃಷಿಯಲ್ಲಿ ಹಸಿರೆಲೆ ಗೊಬ್ಬರದ ಮಹತ್ವ ಕುರಿತು ತರಬೇತಿ ಹಮ್ಮಿಕೊಳ್ಳಲಾಗಿದೆ. ಈ ತರಬೇತಿಯಲ್ಲಿ ಭಾಗವಹಿಸಲು ಇಚ್ಛಿಸುವ ರೈತರು ಗೂಗಲ್ ಲಿಂಕ್ http://meet. google.com/kqb-pqrs-rpt ಮೂಲಕ — [658, 2234, 886, 2325]
students-achievement-box — [1147, 97, 1504, 555]
rajiv-photo-4 — [293, 1600, 385, 1669]
reg-mark-black — [229, 2334, 244, 2349]
date-english: Tuesday 06 May 2025 — [1296, 67, 1458, 84]
reg-mark-magenta — [194, 2334, 209, 2349]
hukkeri-petitioner: 1. Shri. Ajij S/o. Ismail Bagavan, And Others, — [1156, 1273, 1421, 1287]
rajiv-story — [40, 1539, 395, 2328]
reg-mark-yellow-3 — [1092, 2334, 1107, 2349]
court-notice-hukkeri — [1147, 1193, 1504, 1722]
khanapur-pl-tag: ....PLAINTIFFS. — [1404, 1828, 1494, 1842]
kittur-story — [406, 792, 1138, 1450]
kittur-photo-3 — [974, 880, 1128, 1097]
student-photo-2 — [1274, 145, 1380, 282]
jadhav-story — [40, 792, 395, 1530]
